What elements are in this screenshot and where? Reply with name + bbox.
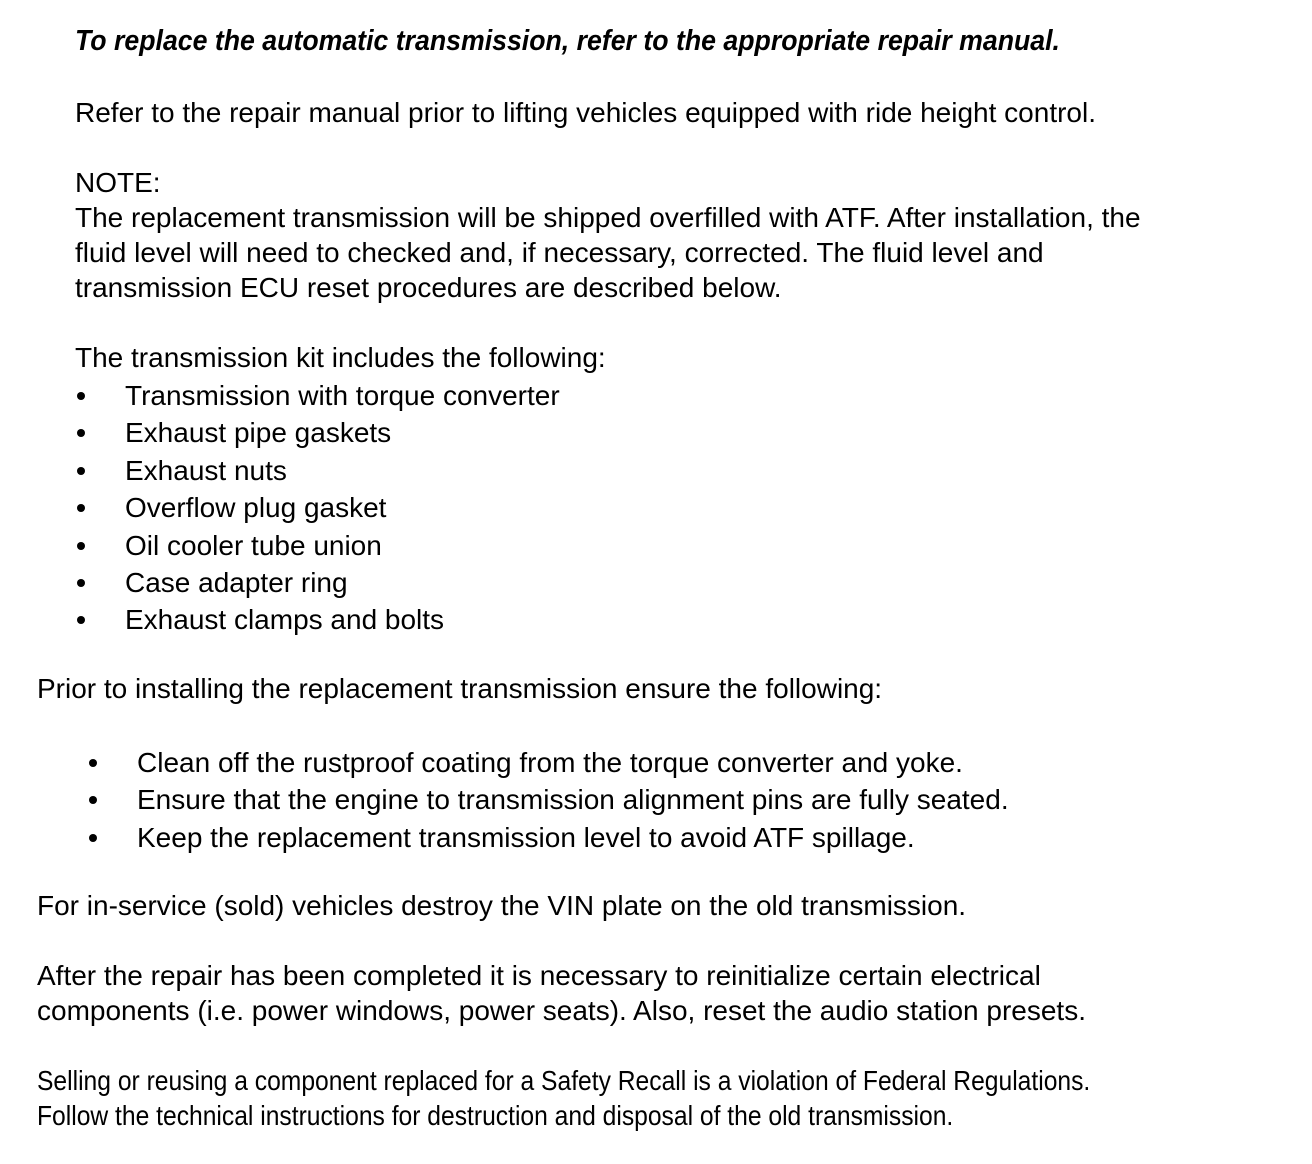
kit-item-text: Exhaust nuts	[125, 454, 287, 486]
warning-line: Selling or reusing a component replaced for a Safety Recall is a violation of Federal Regulations.	[37, 1065, 1091, 1096]
prior-item-text: Keep the replacement transmission level to avoid ATF spillage.	[137, 821, 915, 853]
after-repair-line: After the repair has been completed it is necessary to reinitialize certain electrical	[37, 960, 1041, 991]
page-heading: To replace the automatic transmission, refer to the appropriate repair manual.	[75, 25, 1060, 57]
prior-item-text: Ensure that the engine to transmission alignment pins are fully seated.	[137, 784, 1009, 816]
note-line: fluid level will need to checked and, if necessary, corrected. The fluid level and	[75, 237, 1044, 268]
bullet-icon	[77, 616, 85, 624]
vin-note: For in-service (sold) vehicles destroy the VIN plate on the old transmission.	[37, 890, 967, 921]
kit-item-text: Overflow plug gasket	[125, 492, 387, 524]
prior-item-text: Clean off the rustproof coating from the torque converter and yoke.	[137, 747, 963, 778]
note-line: transmission ECU reset procedures are described below.	[75, 272, 782, 303]
note-label: NOTE:	[75, 167, 161, 198]
bullet-icon	[77, 467, 85, 475]
kit-item-text: Exhaust clamps and bolts	[125, 604, 445, 636]
ride-height-note: Refer to the repair manual prior to lifting vehicles equipped with ride height control.	[75, 97, 1097, 128]
prior-intro: Prior to installing the replacement transmission ensure the following:	[37, 673, 883, 704]
note-line: The replacement transmission will be shipped overfilled with ATF. After installation, the	[75, 202, 1141, 233]
bullet-icon	[77, 392, 85, 400]
bullet-icon	[77, 504, 85, 512]
bullet-icon	[77, 429, 85, 437]
bullet-icon	[77, 542, 85, 550]
bullet-icon	[77, 579, 85, 587]
kit-intro: The transmission kit includes the following:	[75, 342, 606, 373]
warning-line: Follow the technical instructions for destruction and disposal of the old transmission.	[37, 1100, 954, 1131]
kit-item-text: Transmission with torque converter	[125, 380, 560, 411]
bullet-icon	[89, 834, 97, 842]
bullet-icon	[89, 796, 97, 804]
after-repair-line: components (i.e. power windows, power seats). Also, reset the audio station presets.	[37, 995, 1086, 1026]
kit-item-text: Oil cooler tube union	[125, 529, 382, 561]
kit-item-text: Case adapter ring	[125, 566, 348, 598]
bullet-icon	[89, 759, 97, 767]
kit-item-text: Exhaust pipe gaskets	[125, 417, 392, 449]
